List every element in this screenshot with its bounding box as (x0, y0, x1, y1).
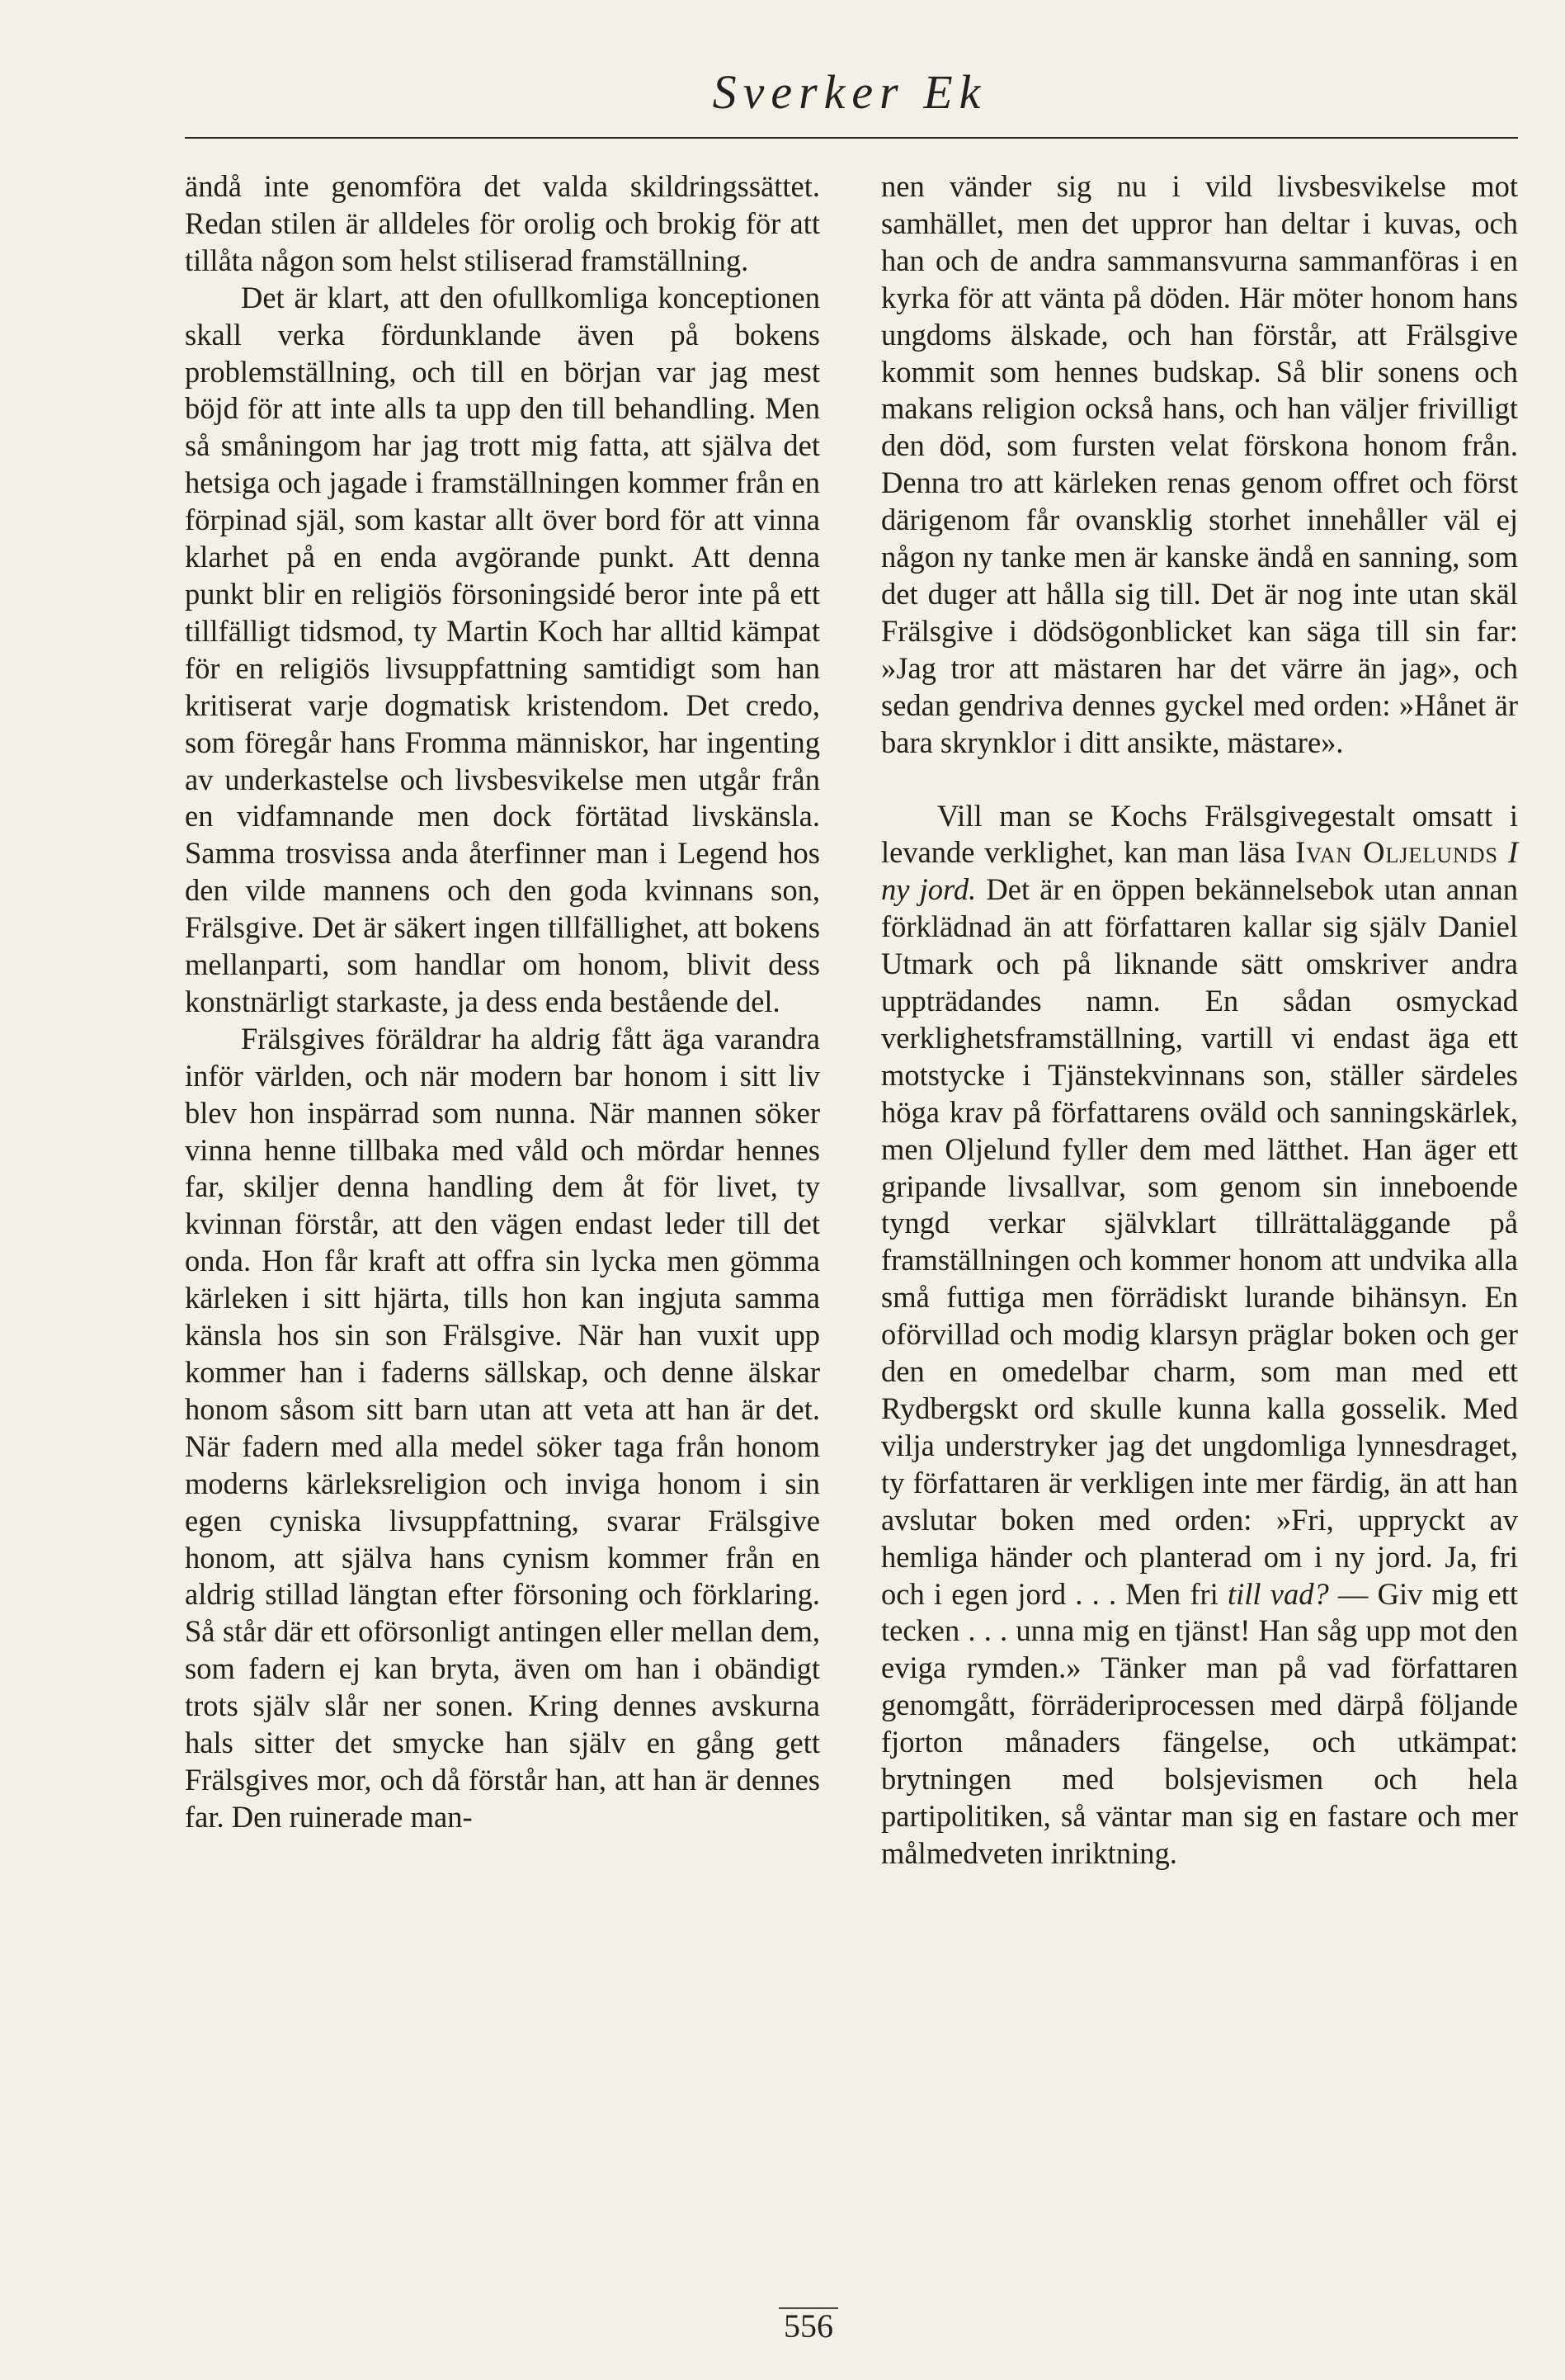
right-paragraph-2-body: Det är en öppen bekännelsebok utan annan förklädnad än att författaren kallar sig själv Daniel Utmark och på liknande sätt omskriver andra uppträdandes namn. En sådan osmyckad verklighetsframställning, vartill vi endast äga ett motstycke i Tjänstekvinnans son, ställer särdeles höga krav på författarens oväld och sanningskärlek, men Oljelund fyller dem med lätthet. Han äger ett gripande livsallvar, som genom sin inneboende tyngd verkar självklart tillrättaläggande på framställningen och kommer honom att undvika alla små futtiga men förrädiskt lurande bihänsyn. En oförvillad och modig klarsyn präglar boken och ger den en omedelbar charm, som man med ett Rydbergskt ord skulle kunna kalla gosselik. Med vilja understryker jag det ungdomliga lynnesdraget, ty författaren är verkligen inte mer färdig, än att han avslutar boken med orden: »Fri, uppryckt av hemliga händer och planterad om i ny jord. Ja, fri och i egen jord . . . Men fri (881, 872, 1518, 1611)
author-name: Ivan Oljelunds (1295, 835, 1498, 870)
page-number: 556 (784, 2307, 833, 2345)
right-paragraph-2 (881, 798, 1518, 1872)
left-column (185, 168, 820, 1836)
left-paragraph-1: ändå inte genomföra det valda skildringssättet. Redan stilen är alldeles för orolig och brokig för att tillåta någon som helst stiliserad framställning. (185, 169, 820, 277)
right-paragraph-2-end: — Giv mig ett tecken . . . unna mig en tjänst! Han såg upp mot den eviga rymden.» Tänker man på vad författaren genomgått, förräderiprocessen med därpå följande fjorton månaders fängelse, och utkämpat: brytningen med bolsjevismen och hela partipolitiken, så väntar man sig en fastare och mer målmedveten inriktning. (881, 1576, 1519, 1870)
right-column (881, 168, 1518, 1872)
running-header: Sverker Ek (712, 65, 988, 119)
quoted-italic: till vad? (1228, 1576, 1329, 1611)
left-paragraph-2: Det är klart, att den ofullkomliga konceptionen skall verka fördunklande även på bokens problemställning, och till en början var jag mest böjd för att inte alls ta upp den till behandling. Men så småningom har jag trott mig fatta, att själva det hetsiga och jagade i framställningen kommer från en förpinad själ, som kastar allt över bord för att vinna klarhet på en enda avgörande punkt. Att denna punkt blir en religiös försoningsidé beror inte på ett tillfälligt tidsmod, ty Martin Koch har alltid kämpat för en religiös livsuppfattning samtidigt som han kritiserat varje dogmatisk kristendom. Det credo, som föregår hans Fromma människor, har ingenting av underkastelse och livsbesvikelse men utgår från en vidfamnande men dock förtätad livskänsla. Samma trosvissa anda återfinner man i Legend hos den vilde mannens och den goda kvinnans son, Frälsgive. Det är säkert ingen tillfällighet, att bokens mellanparti, som handlar om honom, blivit dess konstnärligt starkaste, ja dess enda bestående del. (185, 280, 820, 1018)
right-paragraph-1: nen vänder sig nu i vild livsbesvikelse mot samhället, men det uppror han deltar i kuvas, och han och de andra sammansvurna sammanföras i en kyrka för att vänta på döden. Här möter honom hans ungdoms älskade, och han förstår, att Frälsgive kommit som hennes budskap. Så blir sonens och makans religion också hans, och han väljer frivilligt den död, som fursten velat förskona honom från. Denna tro att kärleken renas genom offret och först därigenom får ovansklig storhet innehåller väl ej någon ny tanke men är kanske ändå en sanning, som det duger att hålla sig till. Det är nog inte utan skäl Frälsgive i dödsögonblicket kan säga till sin far: »Jag tror att mästaren har det värre än jag», och sedan gendriva dennes gyckel med orden: »Hånet är bara skrynklor i ditt ansikte, mästare». (881, 169, 1518, 759)
space (1498, 835, 1508, 869)
header-rule (185, 137, 1518, 139)
right-paragraph-2-lead: Vill man se Kochs Frälsgivegestalt omsatt i levande verklighet, kan man läsa (881, 798, 1518, 870)
book-title: I ny jord. (881, 835, 1518, 907)
left-paragraph-3: Frälsgives föräldrar ha aldrig fått äga varandra inför världen, och när modern bar honom i sitt liv blev hon inspärrad som nunna. När mannen söker vinna henne tillbaka med våld och mördar hennes far, skiljer denna handling dem åt för livet, ty kvinnan förstår, att den vägen endast leder till det onda. Hon får kraft att offra sin lycka men gömma kärleken i sitt hjärta, tills hon kan ingjuta samma känsla hos sin son Frälsgive. När han vuxit upp kommer han i faderns sällskap, och denne älskar honom såsom sitt barn utan att veta att han är det. När fadern med alla medel söker taga från honom moderns kärleksreligion och inviga honom i sin egen cyniska livsuppfattning, svarar Frälsgive honom, att själva hans cynism kommer från en aldrig stillad längtan efter försoning och förklaring. Så står där ett oförsonligt antingen eller mellan dem, som fadern ej kan bryta, även om han i obändigt trots själv slår ner sonen. Kring dennes avskurna hals sitter det smycke han själv en gång gett Frälsgives mor, och då förstår han, att han är dennes far. Den ruinerade man- (185, 1021, 820, 1834)
